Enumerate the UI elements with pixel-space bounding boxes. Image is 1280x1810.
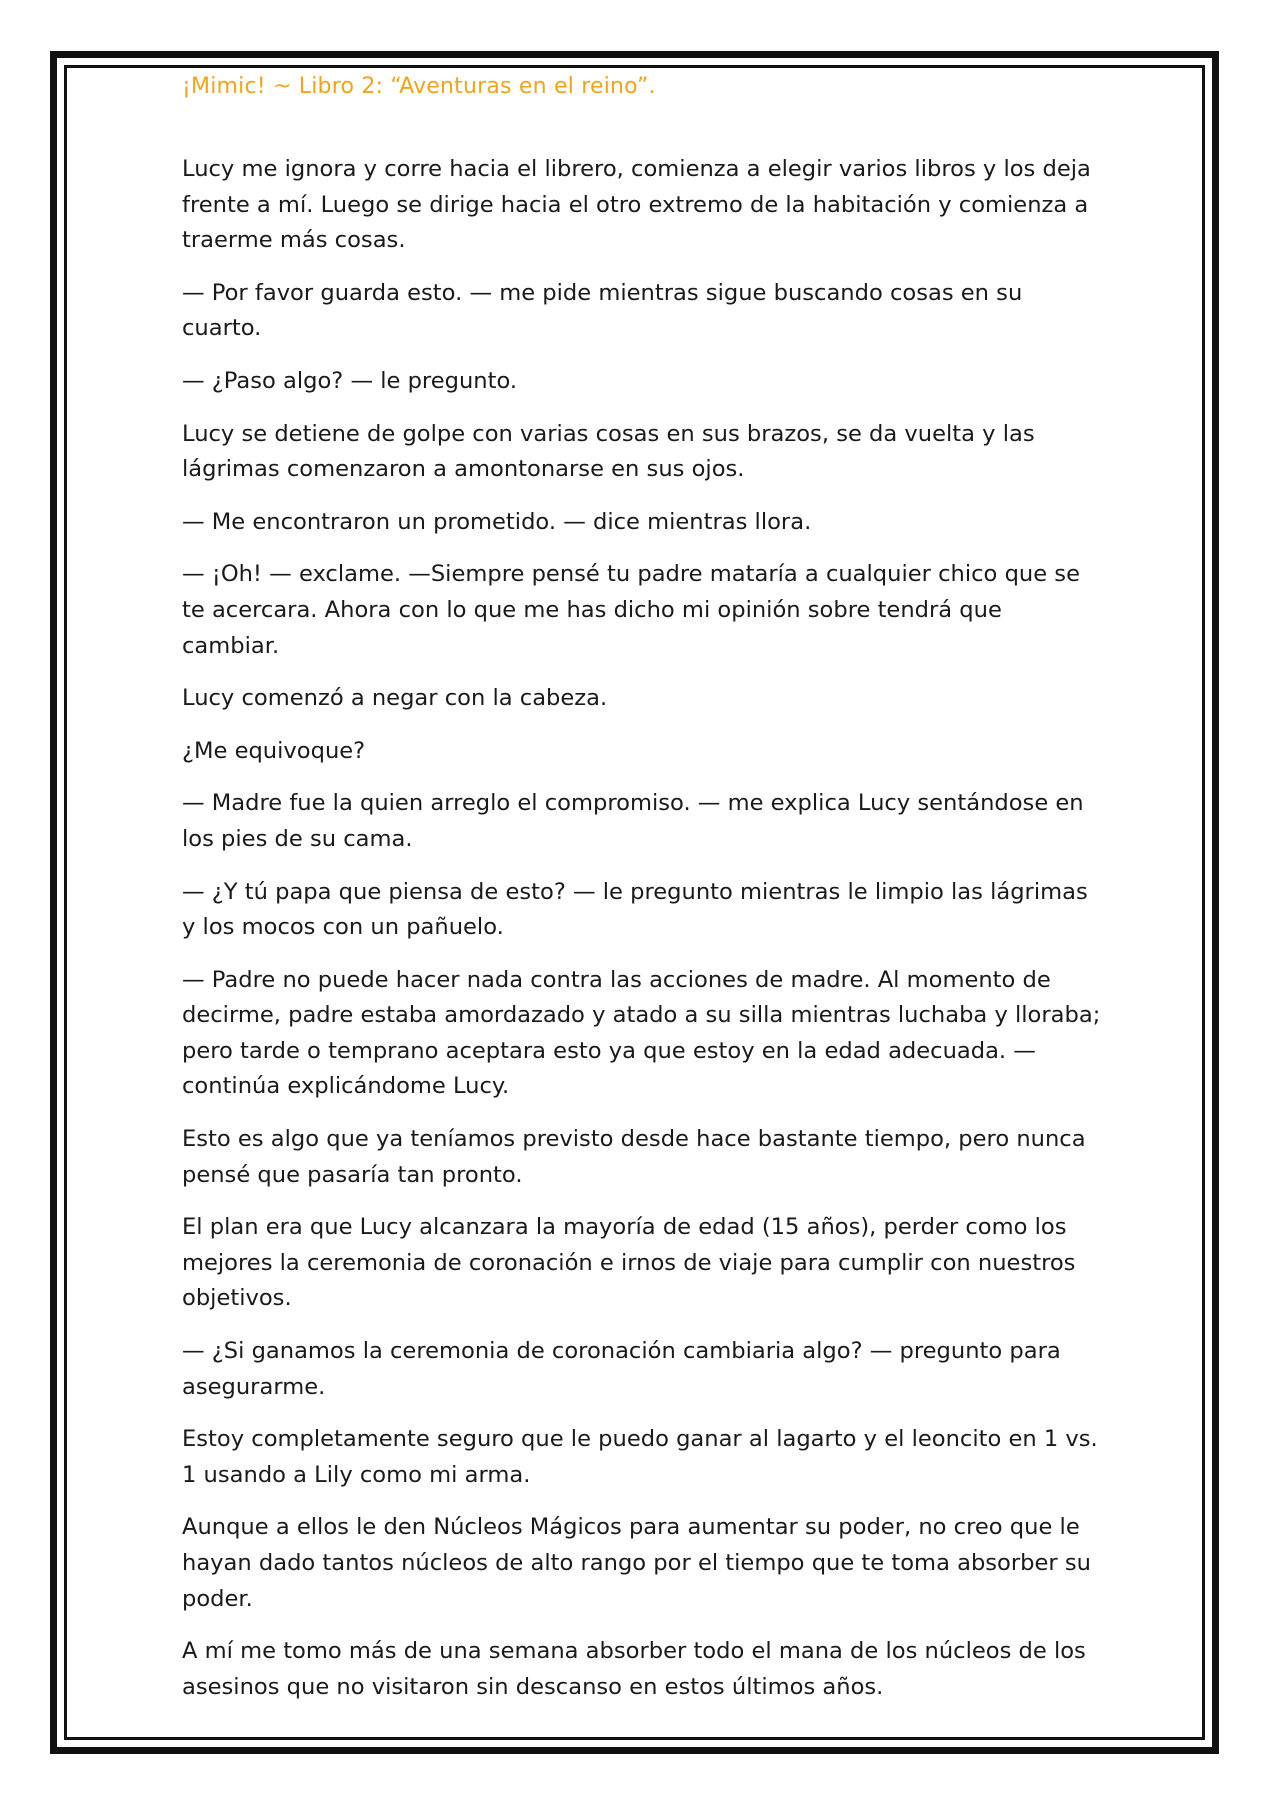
paragraph: — ¿Si ganamos la ceremonia de coronación cambiaria algo? — pregunto para asegurarme. xyxy=(182,1338,1061,1400)
paragraph: ¿Me equivoque? xyxy=(182,737,366,764)
book-header: ¡Mimic! ~ Libro 2: “Aventuras en el reino”. xyxy=(182,74,656,99)
paragraph: — Por favor guarda esto. — me pide mientras sigue buscando cosas en su cuarto. xyxy=(182,279,1023,342)
paragraph: — ¡Oh! — exclame. —Siempre pensé tu padre mataría a cualquier chico que se te acercara. Ahora con lo que me has dicho mi opinión sobre tendrá que cambiar. xyxy=(182,561,1080,659)
paragraph: Estoy completamente seguro que le puedo ganar al lagarto y el leoncito en 1 vs. 1 usando a Lily como mi arma. xyxy=(182,1426,1098,1488)
paragraph: Esto es algo que ya teníamos previsto desde hace bastante tiempo, pero nunca pensé que pasaría tan pronto. xyxy=(182,1126,1086,1188)
paragraph: — ¿Y tú papa que piensa de esto? — le pregunto mientras le limpio las lágrimas y los mocos con un pañuelo. xyxy=(182,878,1088,941)
paragraph: Lucy comenzó a negar con la cabeza. xyxy=(182,685,608,712)
paragraph: A mí me tomo más de una semana absorber todo el mana de los núcleos de los asesinos que no visitaron sin descanso en estos últimos años. xyxy=(182,1638,1086,1700)
paragraph: El plan era que Lucy alcanzara la mayoría de edad (15 años), perder como los mejores la ceremonia de coronación e irnos de viaje para cumplir con nuestros objetivos. xyxy=(182,1214,1076,1312)
paragraph: — ¿Paso algo? — le pregunto. xyxy=(182,367,518,394)
paragraph: Aunque a ellos le den Núcleos Mágicos para aumentar su poder, no creo que le hayan dado tantos núcleos de alto rango por el tiempo que te toma absorber su poder. xyxy=(182,1514,1091,1612)
paragraph: — Me encontraron un prometido. — dice mientras llora. xyxy=(182,508,812,535)
paragraph: — Padre no puede hacer nada contra las acciones de madre. Al momento de decirme, padre estaba amordazado y atado a su silla mientras luchaba y lloraba; pero tarde o temprano aceptara esto ya que estoy en la edad adecuada. — continúa explicándome Lucy. xyxy=(182,966,1101,1100)
story-body xyxy=(182,152,1102,1722)
paragraph: Lucy se detiene de golpe con varias cosas en sus brazos, se da vuelta y las lágrimas comenzaron a amontonarse en sus ojos. xyxy=(182,420,1035,483)
paragraph: — Madre fue la quien arreglo el compromiso. — me explica Lucy sentándose en los pies de su cama. xyxy=(182,790,1084,852)
paragraph: Lucy me ignora y corre hacia el librero, comienza a elegir varios libros y los deja frente a mí. Luego se dirige hacia el otro extremo de la habitación y comienza a traerme más cosas. xyxy=(182,156,1091,254)
